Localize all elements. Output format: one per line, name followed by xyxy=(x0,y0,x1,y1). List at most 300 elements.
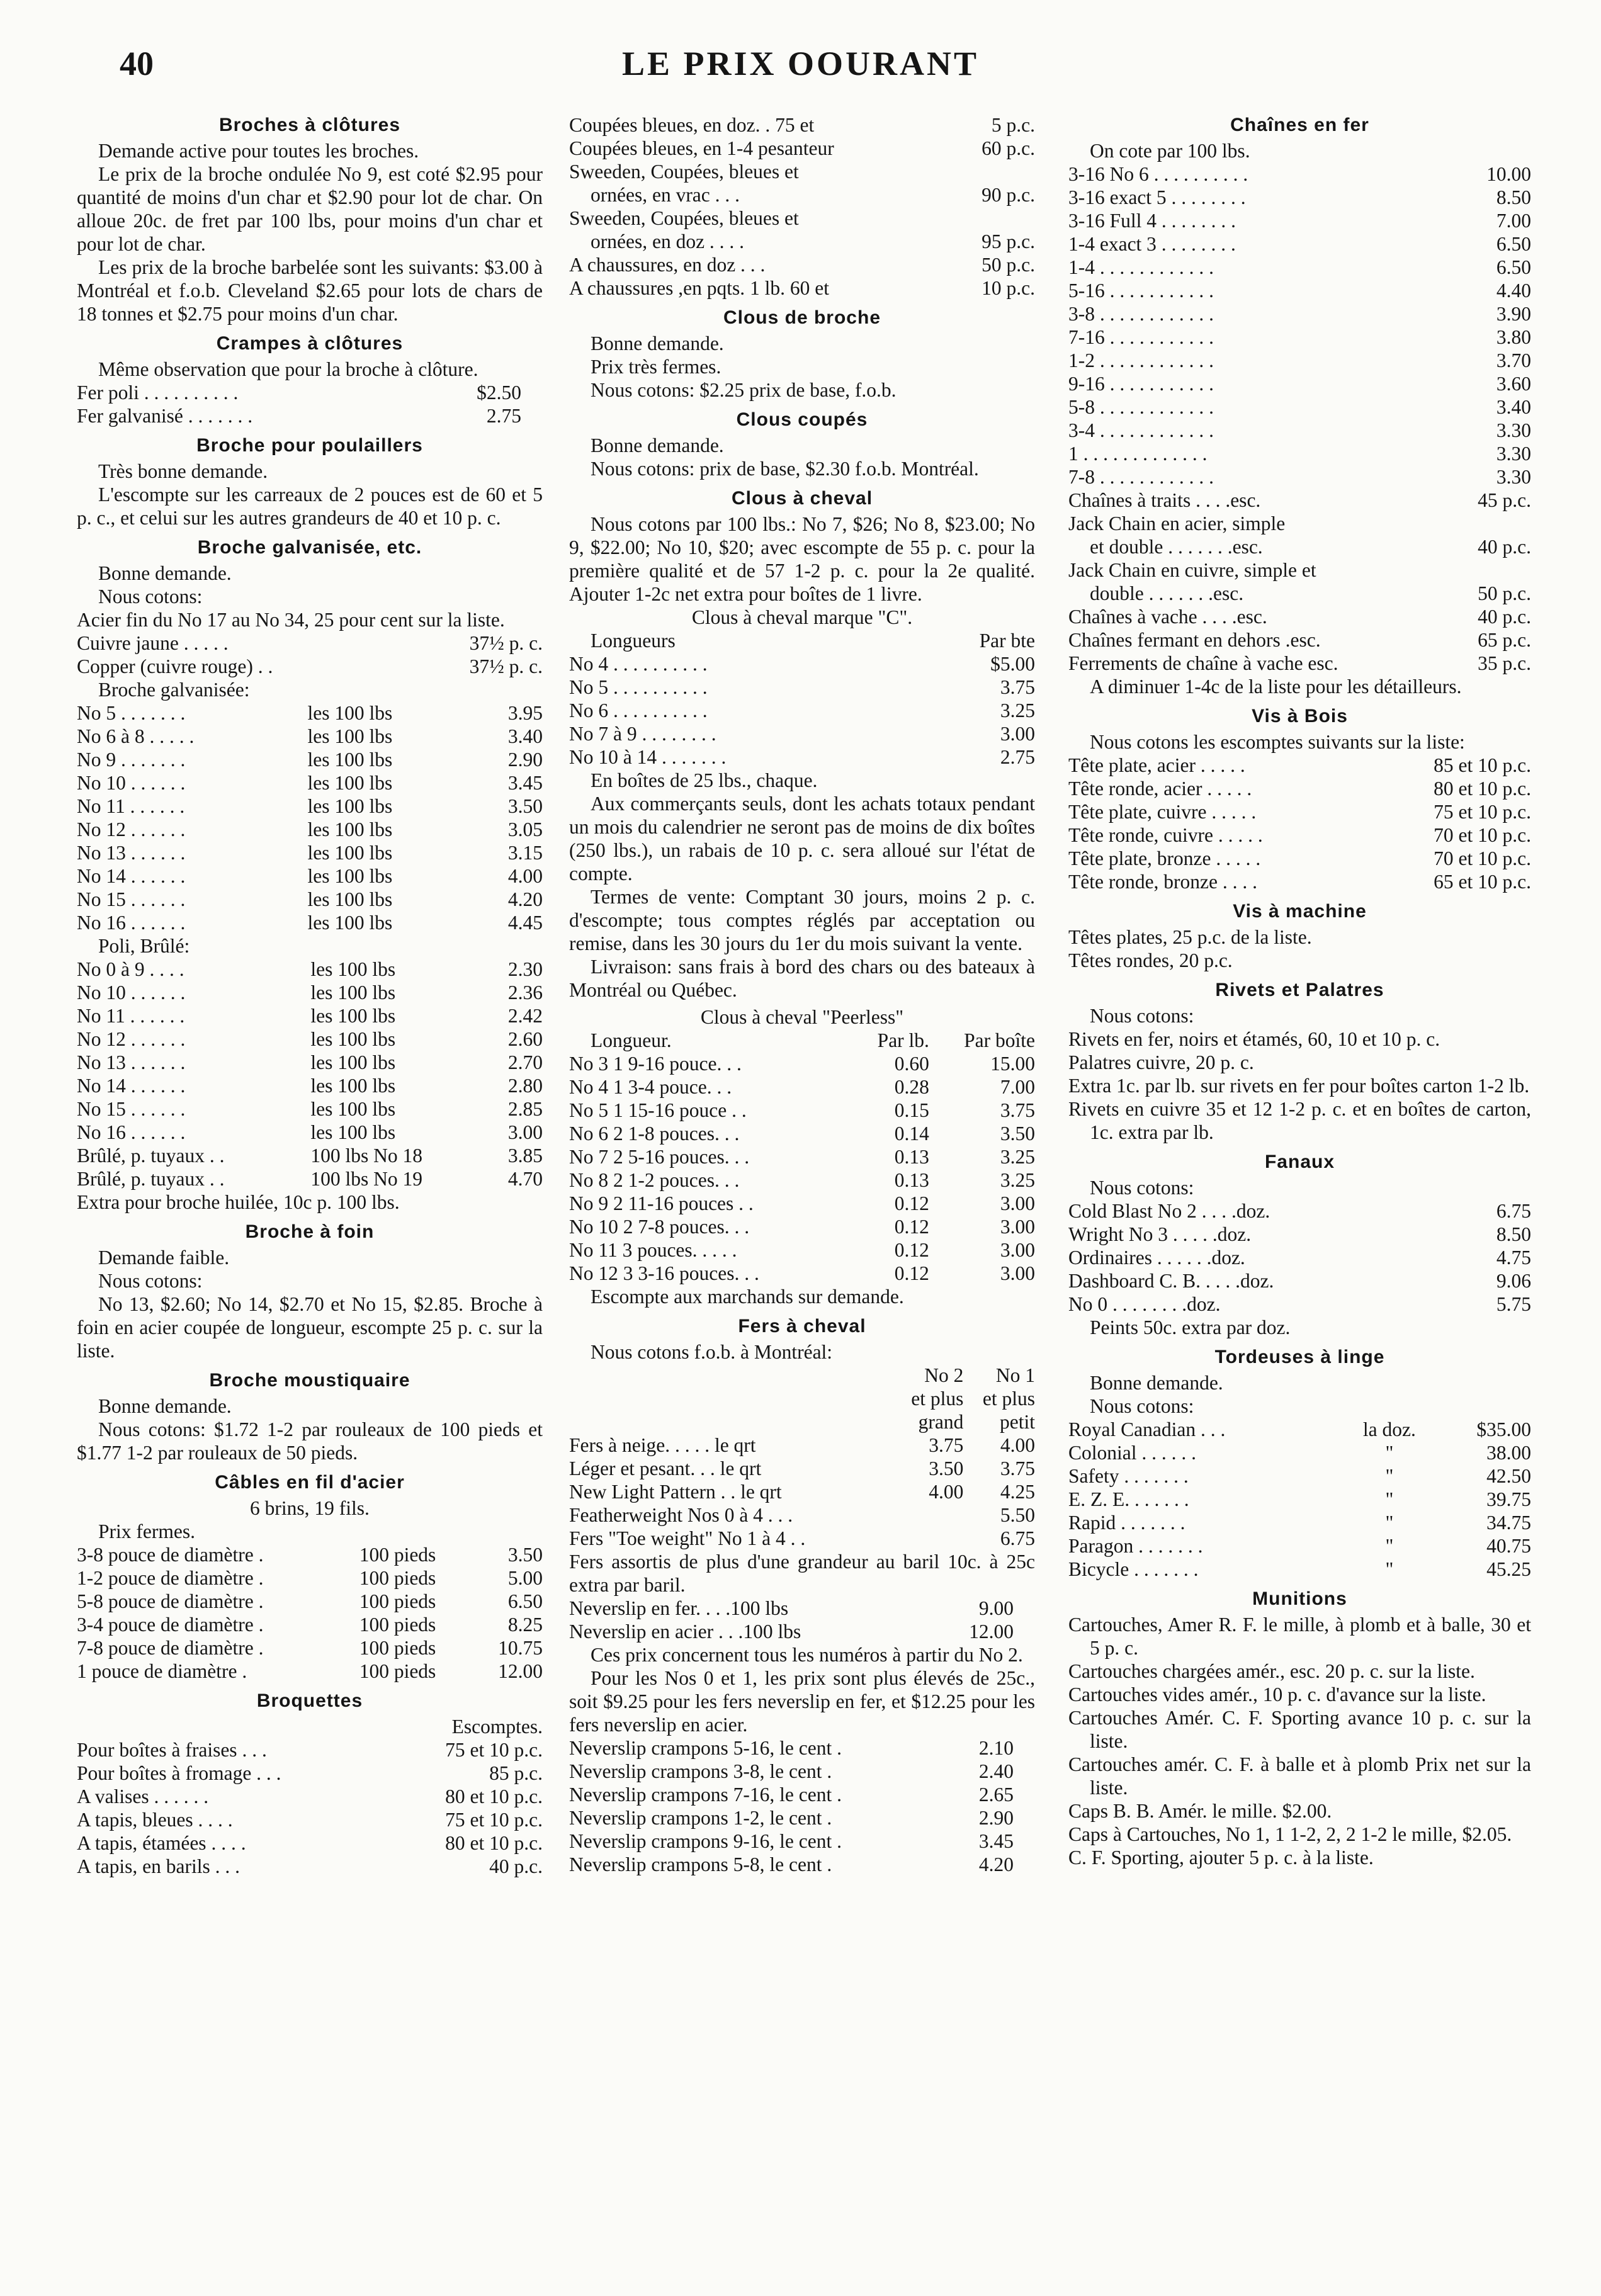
price-row xyxy=(569,652,1035,676)
subheading: Poli, Brûlé: xyxy=(98,935,190,957)
section-heading: Clous de broche xyxy=(723,307,881,328)
table-cell: 2.30 xyxy=(507,958,543,980)
table-cell: 3.00 xyxy=(1000,1239,1035,1261)
price-row xyxy=(569,1736,1035,1760)
paragraph: Prix très fermes. xyxy=(591,356,721,378)
price-label: 5-8 . . . . . . . . . . . . xyxy=(1068,396,1214,418)
table-row xyxy=(1068,1511,1531,1534)
table-cell: 10.75 xyxy=(498,1637,543,1659)
price-value: 3.00 xyxy=(1000,723,1035,745)
price-label: ornées, en doz . . . . xyxy=(591,230,745,252)
table-cell: No 10 . . . . . . xyxy=(77,981,186,1004)
price-row xyxy=(1068,1246,1531,1269)
price-label: No 5 . . . . . . . . . . xyxy=(569,676,708,698)
table-cell: 40.75 xyxy=(1486,1535,1531,1557)
table-row xyxy=(569,1434,1035,1457)
price-value: 5 p.c. xyxy=(991,114,1035,136)
price-value: 65 et 10 p.c. xyxy=(1434,871,1531,893)
table-row xyxy=(77,795,543,818)
table-cell: No 16 . . . . . . xyxy=(77,912,186,934)
table-cell: 39.75 xyxy=(1486,1488,1531,1510)
table-cell: les 100 lbs xyxy=(310,1121,396,1143)
price-label: Tête plate, acier . . . . . xyxy=(1068,754,1245,776)
list-item: C. F. Sporting, ajouter 5 p. c. à la liste. xyxy=(1068,1846,1374,1869)
table-cell: 3.40 xyxy=(507,725,543,747)
subheading: 6 brins, 19 fils. xyxy=(250,1497,370,1519)
table-cell: No 11 . . . . . . xyxy=(77,795,185,817)
price-row xyxy=(77,381,543,404)
subheading: Broche galvanisée: xyxy=(98,679,250,701)
price-value: 45 p.c. xyxy=(1478,489,1531,511)
paragraph: Même observation que pour la broche à clôture. xyxy=(98,358,478,380)
price-row xyxy=(569,183,1035,206)
paragraph: Nous cotons: xyxy=(1090,1177,1194,1199)
price-row xyxy=(1068,582,1531,605)
price-value: 80 et 10 p.c. xyxy=(445,1832,543,1854)
price-value: 95 p.c. xyxy=(982,230,1035,252)
table-row xyxy=(569,1387,1035,1410)
price-label: 1-4 . . . . . . . . . . . . xyxy=(1068,256,1214,278)
table-cell: 2.70 xyxy=(507,1051,543,1073)
price-label: Neverslip crampons 5-16, le cent . xyxy=(569,1737,842,1759)
column-header: Par lb. xyxy=(877,1029,929,1051)
table-cell: Featherweight Nos 0 à 4 . . . xyxy=(569,1504,793,1526)
table-row xyxy=(569,1122,1035,1145)
price-label: No 10 à 14 . . . . . . . xyxy=(569,746,727,768)
table-cell: No 3 1 9-16 pouce. . . xyxy=(569,1053,742,1075)
table-cell xyxy=(569,1364,892,1387)
table-cell: 0.12 xyxy=(894,1216,929,1238)
table-cell xyxy=(892,1503,964,1527)
price-value: 3.80 xyxy=(1496,326,1531,348)
price-row xyxy=(77,1831,543,1855)
page-number: 40 xyxy=(120,45,154,82)
column-header: No 1 xyxy=(995,1364,1035,1386)
table-cell: No 5 1 15-16 pouce . . xyxy=(569,1099,747,1121)
page-title: LE PRIX OOURANT xyxy=(621,45,980,82)
table-cell: 2.36 xyxy=(507,981,543,1004)
table-cell: les 100 lbs xyxy=(307,865,393,887)
list-item: Cartouches, Amer R. F. le mille, à plomb et à balle, 30 et 5 p. c. xyxy=(1068,1614,1531,1659)
table-cell: 100 pieds xyxy=(359,1614,436,1636)
price-row xyxy=(1068,419,1531,442)
price-label: Sweeden, Coupées, bleues et xyxy=(569,207,799,229)
paragraph: No 13, $2.60; No 14, $2.70 et No 15, $2.85. Broche à foin en acier coupée de longueur, escompte 25 p. c. sur la liste. xyxy=(77,1293,543,1362)
section-heading: Broche moustiquaire xyxy=(209,1370,410,1391)
price-label: Neverslip en acier . . .100 lbs xyxy=(569,1620,801,1643)
price-value: 37½ p. c. xyxy=(469,655,543,677)
paragraph: En boîtes de 25 lbs., chaque. xyxy=(591,769,818,791)
paragraph: Demande active pour toutes les broches. xyxy=(98,140,419,162)
table-cell: No 11 . . . . . . xyxy=(77,1005,185,1027)
price-label: Tête ronde, bronze . . . . xyxy=(1068,871,1258,893)
price-value: 8.50 xyxy=(1496,1223,1531,1245)
table-cell: No 10 . . . . . . xyxy=(77,772,186,794)
price-label: A tapis, étamées . . . . xyxy=(77,1832,246,1854)
price-value: 6.50 xyxy=(1496,233,1531,255)
table-cell: les 100 lbs xyxy=(307,702,393,724)
price-row xyxy=(1068,800,1531,823)
table-cell: Bicycle . . . . . . . xyxy=(1068,1558,1199,1580)
table-row xyxy=(569,1029,1035,1052)
table-cell: 6.50 xyxy=(507,1590,543,1612)
column-3 xyxy=(1068,113,1531,1869)
price-value: 3.60 xyxy=(1496,373,1531,395)
price-value: 2.65 xyxy=(978,1784,1014,1806)
paragraph: Bonne demande. xyxy=(591,332,724,354)
paragraph: Pour les Nos 0 et 1, les prix sont plus élevés de 25c., soit $9.25 pour les fers neverslip en fer, et $12.25 pour les fers neverslip en acier. xyxy=(569,1667,1035,1736)
table-cell: No 7 2 5-16 pouces. . . xyxy=(569,1146,750,1168)
price-row xyxy=(1068,349,1531,372)
table-row xyxy=(77,1613,543,1636)
list-item: Caps à Cartouches, No 1, 1 1-2, 2, 2 1-2 le mille, $2.05. xyxy=(1068,1823,1512,1845)
price-row xyxy=(569,1620,1035,1643)
table-cell: " xyxy=(1385,1465,1394,1487)
price-row xyxy=(1068,395,1531,419)
table-cell: No 0 à 9 . . . . xyxy=(77,958,184,980)
price-value: 40 p.c. xyxy=(1478,606,1531,628)
table-cell: Colonial . . . . . . xyxy=(1068,1442,1196,1464)
table-row xyxy=(77,1636,543,1660)
table-cell: 42.50 xyxy=(1486,1465,1531,1487)
paragraph: Rivets en fer, noirs et étamés, 60, 10 et 10 p. c. xyxy=(1068,1028,1440,1050)
price-label: 1-2 . . . . . . . . . . . . xyxy=(1068,349,1214,371)
price-row xyxy=(1068,847,1531,870)
price-row xyxy=(1068,754,1531,777)
table-row xyxy=(1068,1558,1531,1581)
price-row xyxy=(569,253,1035,276)
table-cell: 1 pouce de diamètre . xyxy=(77,1660,247,1682)
table-row xyxy=(77,1004,543,1027)
price-value: $2.50 xyxy=(477,382,521,404)
table-cell: 0.13 xyxy=(894,1169,929,1191)
table-cell: 3.75 xyxy=(1000,1457,1035,1479)
price-label: Neverslip crampons 1-2, le cent . xyxy=(569,1807,832,1829)
table-cell: No 12 3 3-16 pouces. . . xyxy=(569,1262,759,1284)
section-heading: Broche galvanisée, etc. xyxy=(197,537,422,558)
price-row xyxy=(1068,209,1531,232)
price-row xyxy=(1068,628,1531,652)
price-label: No 7 à 9 . . . . . . . . xyxy=(569,723,716,745)
table-cell: No 4 1 3-4 pouce. . . xyxy=(569,1076,732,1098)
price-row xyxy=(1068,279,1531,302)
paragraph: Têtes rondes, 20 p.c. xyxy=(1068,949,1233,971)
table-cell: 3.95 xyxy=(507,702,543,724)
section-heading: Chaînes en fer xyxy=(1230,115,1369,135)
table-cell: No 16 . . . . . . xyxy=(77,1121,186,1143)
table-cell: 1-2 pouce de diamètre . xyxy=(77,1567,264,1589)
price-value: 65 p.c. xyxy=(1478,629,1531,651)
table-cell: 0.14 xyxy=(894,1123,929,1145)
price-value: 2.90 xyxy=(978,1807,1014,1829)
table-cell: 3.85 xyxy=(507,1145,543,1167)
price-label: Tête plate, bronze . . . . . xyxy=(1068,847,1261,869)
table-row xyxy=(569,1052,1035,1075)
price-value: 50 p.c. xyxy=(982,254,1035,276)
table-cell: No 15 . . . . . . xyxy=(77,888,186,910)
price-label: Ferrements de chaîne à vache esc. xyxy=(1068,652,1338,674)
table-cell: No 9 2 11-16 pouces . . xyxy=(569,1192,754,1214)
table-cell: Rapid . . . . . . . xyxy=(1068,1512,1185,1534)
table-cell: Fers à neige. . . . . le qrt xyxy=(569,1434,756,1456)
table-row xyxy=(1068,1441,1531,1464)
paragraph: On cote par 100 lbs. xyxy=(1090,140,1250,162)
table-cell: 38.00 xyxy=(1486,1442,1531,1464)
price-row xyxy=(1068,256,1531,279)
price-label: 9-16 . . . . . . . . . . . xyxy=(1068,373,1214,395)
table-cell: Safety . . . . . . . xyxy=(1068,1465,1189,1487)
price-value: 6.75 xyxy=(1496,1200,1531,1222)
paragraph: Ces prix concernent tous les numéros à partir du No 2. xyxy=(591,1644,1023,1666)
price-value: 75 et 10 p.c. xyxy=(445,1739,543,1761)
price-row xyxy=(1068,1269,1531,1292)
table-row xyxy=(77,771,543,795)
price-value: 2.75 xyxy=(1000,746,1035,768)
price-value: 3.40 xyxy=(1496,396,1531,418)
list-item: Cartouches vides amér., 10 p. c. d'avance sur la liste. xyxy=(1068,1683,1486,1705)
price-value: 3.90 xyxy=(1496,303,1531,325)
price-row xyxy=(1068,162,1531,186)
column-header: Longueurs xyxy=(591,630,676,652)
price-row xyxy=(569,676,1035,699)
table-row xyxy=(77,1543,543,1566)
table-cell: No 11 3 pouces. . . . . xyxy=(569,1239,737,1261)
column-2 xyxy=(569,113,1035,1876)
price-label: Fer galvanisé . . . . . . . xyxy=(77,405,253,427)
table-row xyxy=(1068,1534,1531,1558)
price-label: Dashboard C. B. . . . .doz. xyxy=(1068,1270,1274,1292)
price-value: 3.45 xyxy=(978,1830,1014,1852)
table-row xyxy=(77,841,543,864)
price-value: 3.75 xyxy=(1000,676,1035,698)
table-cell: 45.25 xyxy=(1486,1558,1531,1580)
price-label: A tapis, bleues . . . . xyxy=(77,1809,233,1831)
table-row xyxy=(77,1660,543,1683)
price-row xyxy=(569,745,1035,769)
table-cell: Fers "Toe weight" No 1 à 4 . . xyxy=(569,1527,806,1549)
table-cell: 2.60 xyxy=(507,1028,543,1050)
table-cell: 0.12 xyxy=(894,1262,929,1284)
table-cell: la doz. xyxy=(1362,1418,1416,1440)
price-row xyxy=(1068,823,1531,847)
table-cell: 4.20 xyxy=(507,888,543,910)
section-heading: Broche pour poulaillers xyxy=(196,435,423,456)
paragraph: Nous cotons: $2.25 prix de base, f.o.b. xyxy=(591,379,897,401)
price-value: 7.00 xyxy=(1496,210,1531,232)
section-heading: Clous coupés xyxy=(736,409,868,430)
table-cell xyxy=(569,1387,892,1410)
table-cell: 15.00 xyxy=(990,1053,1035,1075)
table-cell: les 100 lbs xyxy=(310,1005,396,1027)
table-cell: 100 lbs No 18 xyxy=(310,1145,422,1167)
price-row xyxy=(1068,535,1531,558)
table-cell: New Light Pattern . . le qrt xyxy=(569,1481,782,1503)
paragraph: Les prix de la broche barbelée sont les suivants: $3.00 à Montréal et f.o.b. Cleveland $2.65 pour lots de chars de 18 tonnes et $2.75 pour moins d'un char. xyxy=(77,256,543,325)
price-label: Neverslip en fer. . . .100 lbs xyxy=(569,1597,789,1619)
price-value: 35 p.c. xyxy=(1478,652,1531,674)
section-heading: Munitions xyxy=(1252,1588,1347,1609)
price-value: 40 p.c. xyxy=(1478,536,1531,558)
price-row xyxy=(569,230,1035,253)
price-value: 4.40 xyxy=(1496,280,1531,302)
price-value: 85 et 10 p.c. xyxy=(1434,754,1531,776)
table-row xyxy=(569,1503,1035,1527)
table-cell: 6.75 xyxy=(1000,1527,1035,1549)
table-cell: 2.42 xyxy=(507,1005,543,1027)
table-cell: 3-4 pouce de diamètre . xyxy=(77,1614,264,1636)
paragraph: Bonne demande. xyxy=(591,434,724,456)
paragraph: Très bonne demande. xyxy=(98,460,268,482)
price-row xyxy=(569,699,1035,722)
column-header: et plus xyxy=(911,1388,964,1410)
price-label: double . . . . . . .esc. xyxy=(1090,582,1244,604)
price-label: Tête ronde, cuivre . . . . . xyxy=(1068,824,1263,846)
paragraph: Nous cotons: xyxy=(98,585,203,608)
table-cell: 3.75 xyxy=(1000,1099,1035,1121)
price-value: 75 et 10 p.c. xyxy=(445,1809,543,1831)
table-cell: No 12 . . . . . . xyxy=(77,818,186,840)
price-row xyxy=(77,1808,543,1831)
price-row xyxy=(569,1853,1035,1876)
table-cell: les 100 lbs xyxy=(310,958,396,980)
table-cell: No 10 2 7-8 pouces. . . xyxy=(569,1216,750,1238)
paragraph: Extra pour broche huilée, 10c p. 100 lbs. xyxy=(77,1191,400,1213)
paragraph: Nous cotons: xyxy=(1090,1005,1194,1027)
table-row xyxy=(77,1590,543,1613)
table-row xyxy=(77,818,543,841)
table-cell: 0.15 xyxy=(894,1099,929,1121)
table-cell: Brûlé, p. tuyaux . . xyxy=(77,1145,225,1167)
price-row xyxy=(569,1806,1035,1829)
table-cell: les 100 lbs xyxy=(307,842,393,864)
table-cell: 3.75 xyxy=(929,1434,964,1456)
paragraph: A diminuer 1-4c de la liste pour les détailleurs. xyxy=(1090,676,1462,698)
price-label: No 4 . . . . . . . . . . xyxy=(569,653,708,675)
price-label: ornées, en vrac . . . xyxy=(591,184,740,206)
price-row xyxy=(569,113,1035,137)
table-cell: les 100 lbs xyxy=(307,772,393,794)
table-row xyxy=(77,958,543,981)
column-header: Par boîte xyxy=(964,1029,1035,1051)
table-cell: 8.25 xyxy=(507,1614,543,1636)
table-cell: $35.00 xyxy=(1476,1418,1531,1440)
table-row xyxy=(77,725,543,748)
paragraph: Nous cotons: prix de base, $2.30 f.o.b. Montréal. xyxy=(591,458,979,480)
table-cell: " xyxy=(1385,1442,1394,1464)
price-label: Ordinaires . . . . . .doz. xyxy=(1068,1247,1245,1269)
price-value: 60 p.c. xyxy=(982,137,1035,159)
price-value: 4.75 xyxy=(1496,1247,1531,1269)
paragraph: Nous cotons: xyxy=(1090,1395,1194,1417)
paragraph: Le prix de la broche ondulée No 9, est coté $2.95 pour quantité de moins d'un char et $2.90 pour lot de char. On alloue 20c. de fret par 100 lbs, pour moins d'un char et pour lot de char. xyxy=(77,163,543,255)
table-row xyxy=(77,1027,543,1051)
table-row xyxy=(1068,1464,1531,1488)
column-1 xyxy=(77,113,543,1878)
table-cell: les 100 lbs xyxy=(307,749,393,771)
price-value: 40 p.c. xyxy=(489,1855,543,1877)
table-cell: 5.50 xyxy=(1000,1504,1035,1526)
table-row xyxy=(77,701,543,725)
price-row xyxy=(77,1738,543,1762)
table-cell: 3.05 xyxy=(507,818,543,840)
price-label: Copper (cuivre rouge) . . xyxy=(77,655,273,677)
price-value: 12.00 xyxy=(969,1620,1014,1643)
table-cell: Royal Canadian . . . xyxy=(1068,1418,1226,1440)
list-item: Cartouches Amér. C. F. Sporting avance 10 p. c. sur la liste. xyxy=(1068,1707,1531,1752)
table-cell: 7.00 xyxy=(1000,1076,1035,1098)
price-label: Tête plate, cuivre . . . . . xyxy=(1068,801,1257,823)
table-cell: 12.00 xyxy=(498,1660,543,1682)
price-table xyxy=(77,1543,543,1683)
table-cell: 3.50 xyxy=(507,795,543,817)
table-cell: No 8 2 1-2 pouces. . . xyxy=(569,1169,740,1191)
table-cell: les 100 lbs xyxy=(307,912,393,934)
section-heading: Crampes à clôtures xyxy=(216,333,404,354)
table-row xyxy=(569,1457,1035,1480)
table-row xyxy=(77,1051,543,1074)
table-cell: 4.45 xyxy=(507,912,543,934)
table-cell: 3.45 xyxy=(507,772,543,794)
table-cell: 2.90 xyxy=(507,749,543,771)
table-cell: 100 pieds xyxy=(359,1544,436,1566)
price-label: 1 . . . . . . . . . . . . . xyxy=(1068,443,1208,465)
price-label: 3-4 . . . . . . . . . . . . xyxy=(1068,419,1214,441)
section-heading: Clous à cheval xyxy=(731,488,873,509)
table-cell: les 100 lbs xyxy=(310,1075,396,1097)
table-row xyxy=(77,888,543,911)
table-row xyxy=(77,1566,543,1590)
table-cell: No 12 . . . . . . xyxy=(77,1028,186,1050)
table-cell: 3.25 xyxy=(1000,1169,1035,1191)
price-row xyxy=(569,722,1035,745)
table-row xyxy=(569,1145,1035,1168)
table-row xyxy=(77,1097,543,1121)
table-cell: 3.00 xyxy=(507,1121,543,1143)
section-heading: Broquettes xyxy=(256,1690,363,1711)
price-value: 6.50 xyxy=(1496,256,1531,278)
price-label: 3-16 No 6 . . . . . . . . . . xyxy=(1068,163,1248,185)
table-row xyxy=(1068,1488,1531,1511)
price-label: 3-8 . . . . . . . . . . . . xyxy=(1068,303,1214,325)
price-label: Coupées bleues, en doz. . 75 et xyxy=(569,114,815,136)
price-value: 50 p.c. xyxy=(1478,582,1531,604)
column-header: petit xyxy=(1000,1411,1035,1433)
price-label: Jack Chain en cuivre, simple et xyxy=(1068,559,1316,581)
price-label: Neverslip crampons 3-8, le cent . xyxy=(569,1760,832,1782)
price-value: 3.25 xyxy=(1000,699,1035,721)
table-cell: 100 pieds xyxy=(359,1660,436,1682)
price-label: Cold Blast No 2 . . . .doz. xyxy=(1068,1200,1270,1222)
table-cell: No 6 à 8 . . . . . xyxy=(77,725,195,747)
price-label: Pour boîtes à fromage . . . xyxy=(77,1762,281,1784)
price-label: A chaussures ,en pqts. 1 lb. 60 et xyxy=(569,277,829,299)
paragraph: Fers assortis de plus d'une grandeur au baril 10c. à 25c extra par baril. xyxy=(569,1551,1035,1596)
section-heading: Broche à foin xyxy=(245,1221,375,1242)
table-row xyxy=(77,864,543,888)
table-cell: les 100 lbs xyxy=(310,981,396,1004)
price-row xyxy=(569,1597,1035,1620)
list-item: Cartouches chargées amér., esc. 20 p. c. sur la liste. xyxy=(1068,1660,1475,1682)
table-cell: 5-8 pouce de diamètre . xyxy=(77,1590,264,1612)
paragraph: Prix fermes. xyxy=(98,1520,195,1542)
section-heading: Fanaux xyxy=(1264,1151,1335,1172)
price-label: 7-16 . . . . . . . . . . . xyxy=(1068,326,1214,348)
table-row xyxy=(569,1099,1035,1122)
table-row xyxy=(77,981,543,1004)
price-value: 9.00 xyxy=(978,1597,1014,1619)
price-label: Tête ronde, acier . . . . . xyxy=(1068,778,1252,800)
section-heading: Vis à machine xyxy=(1233,901,1367,922)
